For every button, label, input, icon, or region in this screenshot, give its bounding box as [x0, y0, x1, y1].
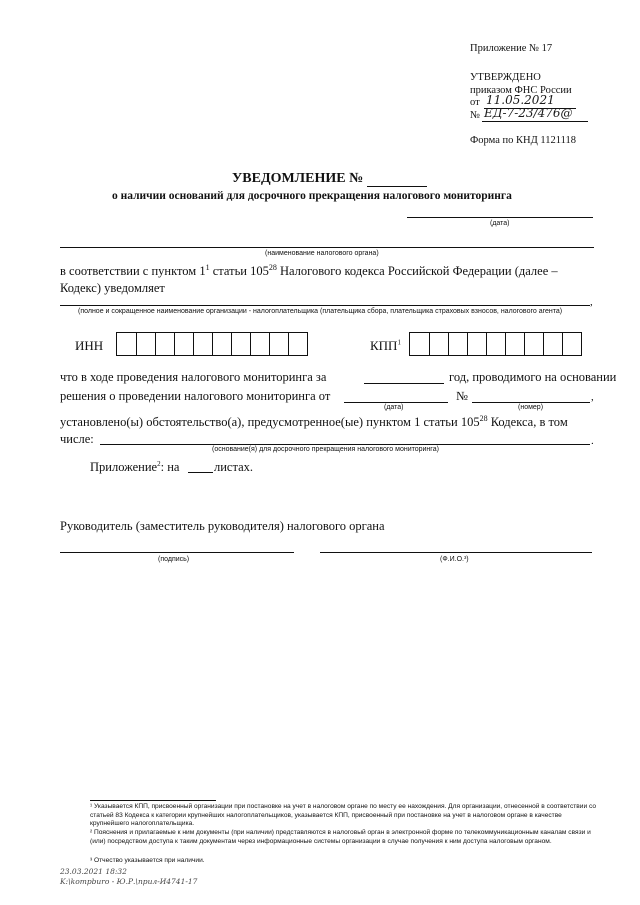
footnote-separator: [90, 800, 216, 801]
order-date-value: 11.05.2021: [486, 93, 555, 107]
decision-date-line: [344, 402, 448, 403]
tax-authority-line: [60, 247, 594, 248]
order-number-line: [482, 121, 588, 122]
order-label: приказом ФНС России: [470, 85, 572, 96]
tax-authority-caption: (наименование налогового органа): [265, 250, 379, 257]
attachment-text: Приложение$^2$: на: [90, 460, 180, 475]
attachment-sheets-label: листах.: [214, 460, 254, 474]
decision-number-caption: (номер): [518, 404, 544, 411]
decision-text-a: решения о проведении налогового мониторинга от: [60, 389, 331, 403]
signature-caption: (подпись): [158, 556, 190, 563]
order-number-prefix: №: [470, 110, 481, 121]
inn-label: ИНН: [75, 338, 104, 353]
form-code: Форма по КНД 1121118: [470, 135, 576, 146]
decision-date-caption: (дата): [384, 404, 404, 411]
grounds-caption: (основание(я) для досрочного прекращения налогового мониторинга): [212, 446, 439, 453]
fio-line: [320, 552, 592, 553]
grounds-period: .: [591, 435, 594, 447]
footnote-2: ² Пояснения и прилагаемые к ним документы (при наличии) представляются в налоговый орган в электронной форме по телекоммуникационным каналам связи и (или) посредством доступа к таким документам через информационные системы организации в случае получения к ним доступа налоговым органом.: [90, 829, 591, 845]
attachment-sheets-line: [188, 472, 213, 473]
signature-line: [60, 552, 294, 553]
fio-caption: (Ф.И.О.³): [440, 556, 469, 563]
order-number-value: ЕД-7-23/476@: [484, 106, 573, 120]
paragraph-1-line-2: Кодекс) уведомляет: [60, 281, 165, 295]
decision-comma: ,: [591, 391, 594, 403]
decision-number-line: [472, 402, 590, 403]
organization-line: [60, 305, 590, 306]
kpp-cells[interactable]: [409, 332, 582, 356]
established-text: установлено(ы) обстоятельство(а), предусмотренное(ые) пунктом 1 статьи $105^{28}$ Кодекса, в том: [60, 414, 568, 430]
footnote-3: ³ Отчество указывается при наличии.: [90, 857, 205, 864]
order-date-prefix: от: [470, 97, 480, 108]
stamp-path: K:\kompburo - Ю.Р.\прил-И4741-17: [60, 877, 198, 886]
stamp-timestamp: 23.03.2021 18:32: [60, 867, 127, 876]
document-title: УВЕДОМЛЕНИЕ №: [232, 171, 364, 186]
document-subtitle: о наличии оснований для досрочного прекращения налогового мониторинга: [112, 190, 512, 202]
monitoring-year-text-a: что в ходе проведения налогового мониторинга за: [60, 370, 327, 384]
including-label: числе:: [60, 432, 94, 446]
inn-cells[interactable]: [116, 332, 308, 356]
footnote-1: ¹ Указывается КПП, присвоенный организации при постановке на учет в налоговом органе по месту ее нахождения. Для организации, отнесенной в соответствии со статьей 83 Кодекса к категории крупнейших налогоплательщиков, указывается КПП, присвоенный при постановке на учет в налоговом органе в качестве крупнейшего налогоплательщика.: [90, 803, 597, 828]
organization-caption: (полное и сокращенное наименование организации - налогоплательщика (плательщика сбора, плательщика страховых взносов, налогового агента): [78, 308, 563, 315]
organization-comma: ,: [590, 296, 593, 308]
kpp-label: КПП$^1$: [370, 338, 401, 353]
title-number-line: [367, 186, 427, 187]
date-line: [407, 217, 593, 218]
monitoring-year-text-b: год, проводимого на основании: [449, 370, 617, 384]
decision-number-sign: №: [456, 389, 468, 403]
paragraph-1-line-1: в соответствии с пунктом $1^1$ статьи $105^{28}$ Налогового кодекса Российской Федерации (далее –: [60, 263, 558, 279]
appendix-label: Приложение № 17: [470, 43, 553, 54]
grounds-line: [100, 444, 590, 445]
approved-label: УТВЕРЖДЕНО: [470, 72, 541, 83]
date-caption: (дата): [490, 220, 510, 227]
monitoring-year-line: [364, 383, 444, 384]
head-label: Руководитель (заместитель руководителя) налогового органа: [60, 519, 385, 533]
